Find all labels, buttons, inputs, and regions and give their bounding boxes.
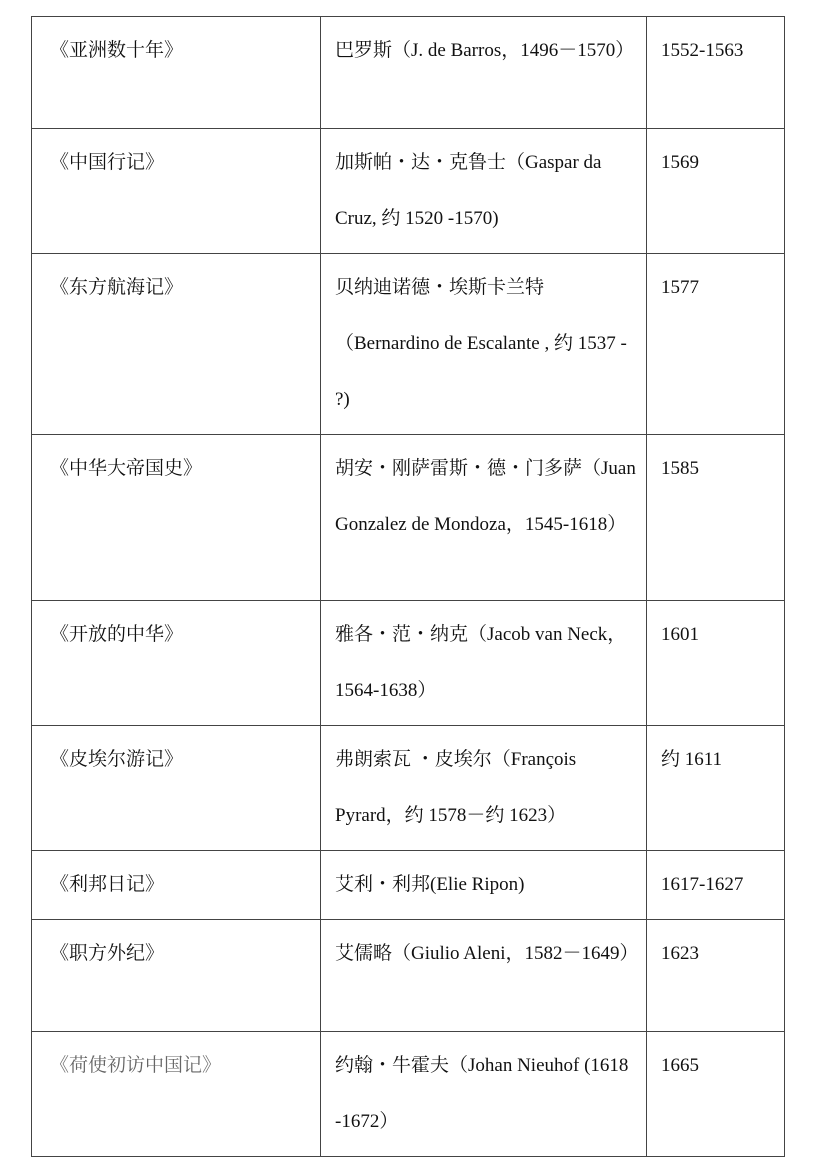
author-cell: 巴罗斯（J. de Barros，1496－1570） bbox=[321, 17, 647, 129]
year-cell: 1569 bbox=[647, 129, 785, 254]
title-cell: 《荷使初访中国记》 bbox=[32, 1032, 321, 1157]
year-cell: 1577 bbox=[647, 254, 785, 435]
year-cell: 约 1611 bbox=[647, 726, 785, 851]
table-row bbox=[32, 601, 785, 726]
year-cell: 1552-1563 bbox=[647, 17, 785, 129]
table-row bbox=[32, 435, 785, 601]
table-row bbox=[32, 17, 785, 129]
author-cell: 雅各・范・纳克（Jacob van Neck，1564-1638） bbox=[321, 601, 647, 726]
author-cell: 艾利・利邦(Elie Ripon) bbox=[321, 851, 647, 920]
table-row bbox=[32, 129, 785, 254]
title-cell: 《皮埃尔游记》 bbox=[32, 726, 321, 851]
table-row bbox=[32, 726, 785, 851]
title-cell: 《中国行记》 bbox=[32, 129, 321, 254]
author-cell: 约翰・牛霍夫（Johan Nieuhof (1618 -1672） bbox=[321, 1032, 647, 1157]
table-row bbox=[32, 1032, 785, 1157]
author-cell: 加斯帕・达・克鲁士（Gaspar da Cruz, 约 1520 -1570) bbox=[321, 129, 647, 254]
author-cell: 胡安・刚萨雷斯・德・门多萨（Juan Gonzalez de Mondoza，1545-1618） bbox=[321, 435, 647, 601]
year-cell: 1585 bbox=[647, 435, 785, 601]
year-cell: 1617-1627 bbox=[647, 851, 785, 920]
author-cell: 弗朗索瓦 ・皮埃尔（François Pyrard，约 1578－约 1623） bbox=[321, 726, 647, 851]
title-cell: 《亚洲数十年》 bbox=[32, 17, 321, 129]
title-cell: 《中华大帝国史》 bbox=[32, 435, 321, 601]
year-cell: 1665 bbox=[647, 1032, 785, 1157]
year-cell: 1601 bbox=[647, 601, 785, 726]
table-row bbox=[32, 851, 785, 920]
title-cell: 《利邦日记》 bbox=[32, 851, 321, 920]
title-cell: 《东方航海记》 bbox=[32, 254, 321, 435]
books-table bbox=[31, 16, 785, 1157]
title-cell: 《职方外纪》 bbox=[32, 920, 321, 1032]
author-cell: 艾儒略（Giulio Aleni，1582－1649） bbox=[321, 920, 647, 1032]
year-cell: 1623 bbox=[647, 920, 785, 1032]
author-cell: 贝纳迪诺德・埃斯卡兰特（Bernardino de Escalante , 约 1537 - ?) bbox=[321, 254, 647, 435]
table-row bbox=[32, 254, 785, 435]
table-row bbox=[32, 920, 785, 1032]
title-cell: 《开放的中华》 bbox=[32, 601, 321, 726]
